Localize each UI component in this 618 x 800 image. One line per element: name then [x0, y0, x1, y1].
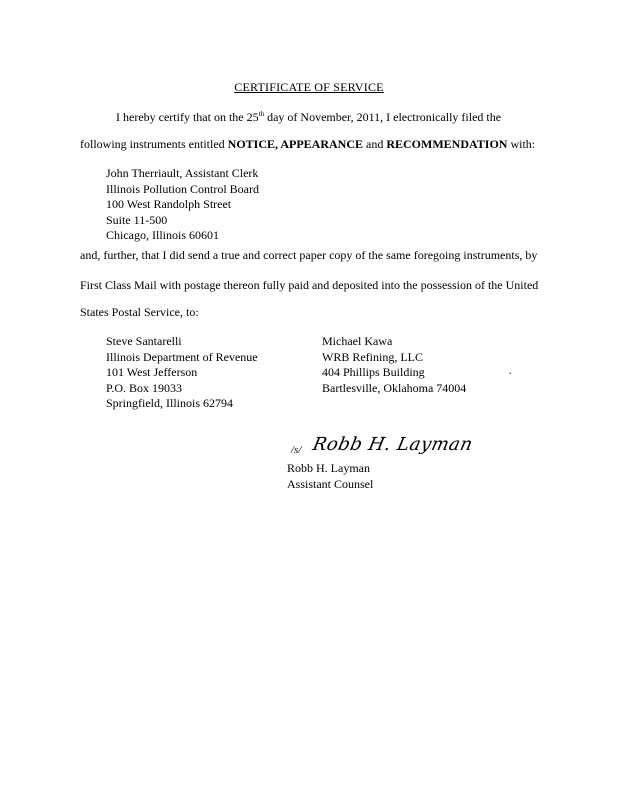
address-line: Michael Kawa — [322, 334, 393, 348]
address-line: Bartlesville, Oklahoma 74004 — [322, 380, 467, 395]
instruments-paragraph — [80, 137, 535, 151]
stray-mark: . — [509, 366, 512, 377]
signer-name: Robb H. Layman — [287, 461, 370, 475]
address-line: Steve Santarelli — [106, 334, 182, 348]
address-line: 404 Phillips Building — [322, 365, 425, 379]
address-line: Springfield, Illinois 62794 — [106, 396, 233, 410]
address-line: Illinois Pollution Control Board — [106, 181, 260, 196]
mailing-paragraph-line-3: States Postal Service, to: — [80, 305, 199, 319]
signature-block — [287, 461, 373, 492]
instrument-recommendation: RECOMMENDATION — [386, 137, 508, 151]
address-line: WRB Refining, LLC — [322, 349, 423, 364]
address-line: John Therriault, Assistant Clerk — [106, 166, 259, 180]
certification-text-end: day of November, 2011, I electronically filed the — [264, 110, 502, 124]
certification-text-start: I hereby certify that on the 25 — [116, 110, 259, 124]
clerk-address-block — [106, 166, 259, 244]
signer-title: Assistant Counsel — [287, 476, 374, 491]
revenue-address-block — [106, 334, 258, 412]
address-line: Chicago, Illinois 60601 — [106, 228, 219, 242]
ordinal-suffix: th — [258, 110, 265, 118]
address-line: 101 West Jefferson — [106, 365, 198, 379]
signature-prefix: /s/ — [291, 444, 302, 456]
mailing-paragraph-line-2: First Class Mail with postage thereon fully paid and deposited into the possession of the United — [80, 278, 539, 292]
refining-address-block — [322, 334, 466, 396]
instrument-notice-appearance: NOTICE, APPEARANCE — [227, 137, 364, 151]
handwritten-signature: Robb H. Layman — [310, 434, 475, 455]
certification-paragraph — [116, 110, 501, 124]
instruments-text-end: with: — [507, 137, 536, 151]
address-line: Suite 11-500 — [106, 212, 168, 227]
instruments-text-and: and — [363, 137, 387, 151]
address-line: P.O. Box 19033 — [106, 380, 183, 395]
mailing-paragraph-line-1: and, further, that I did send a true and correct paper copy of the same foregoing instruments, by — [80, 248, 538, 262]
instruments-text-start: following instruments entitled — [80, 137, 228, 151]
document-title: CERTIFICATE OF SERVICE — [234, 80, 384, 94]
address-line: 100 West Randolph Street — [106, 197, 232, 211]
address-line: Illinois Department of Revenue — [106, 349, 258, 364]
